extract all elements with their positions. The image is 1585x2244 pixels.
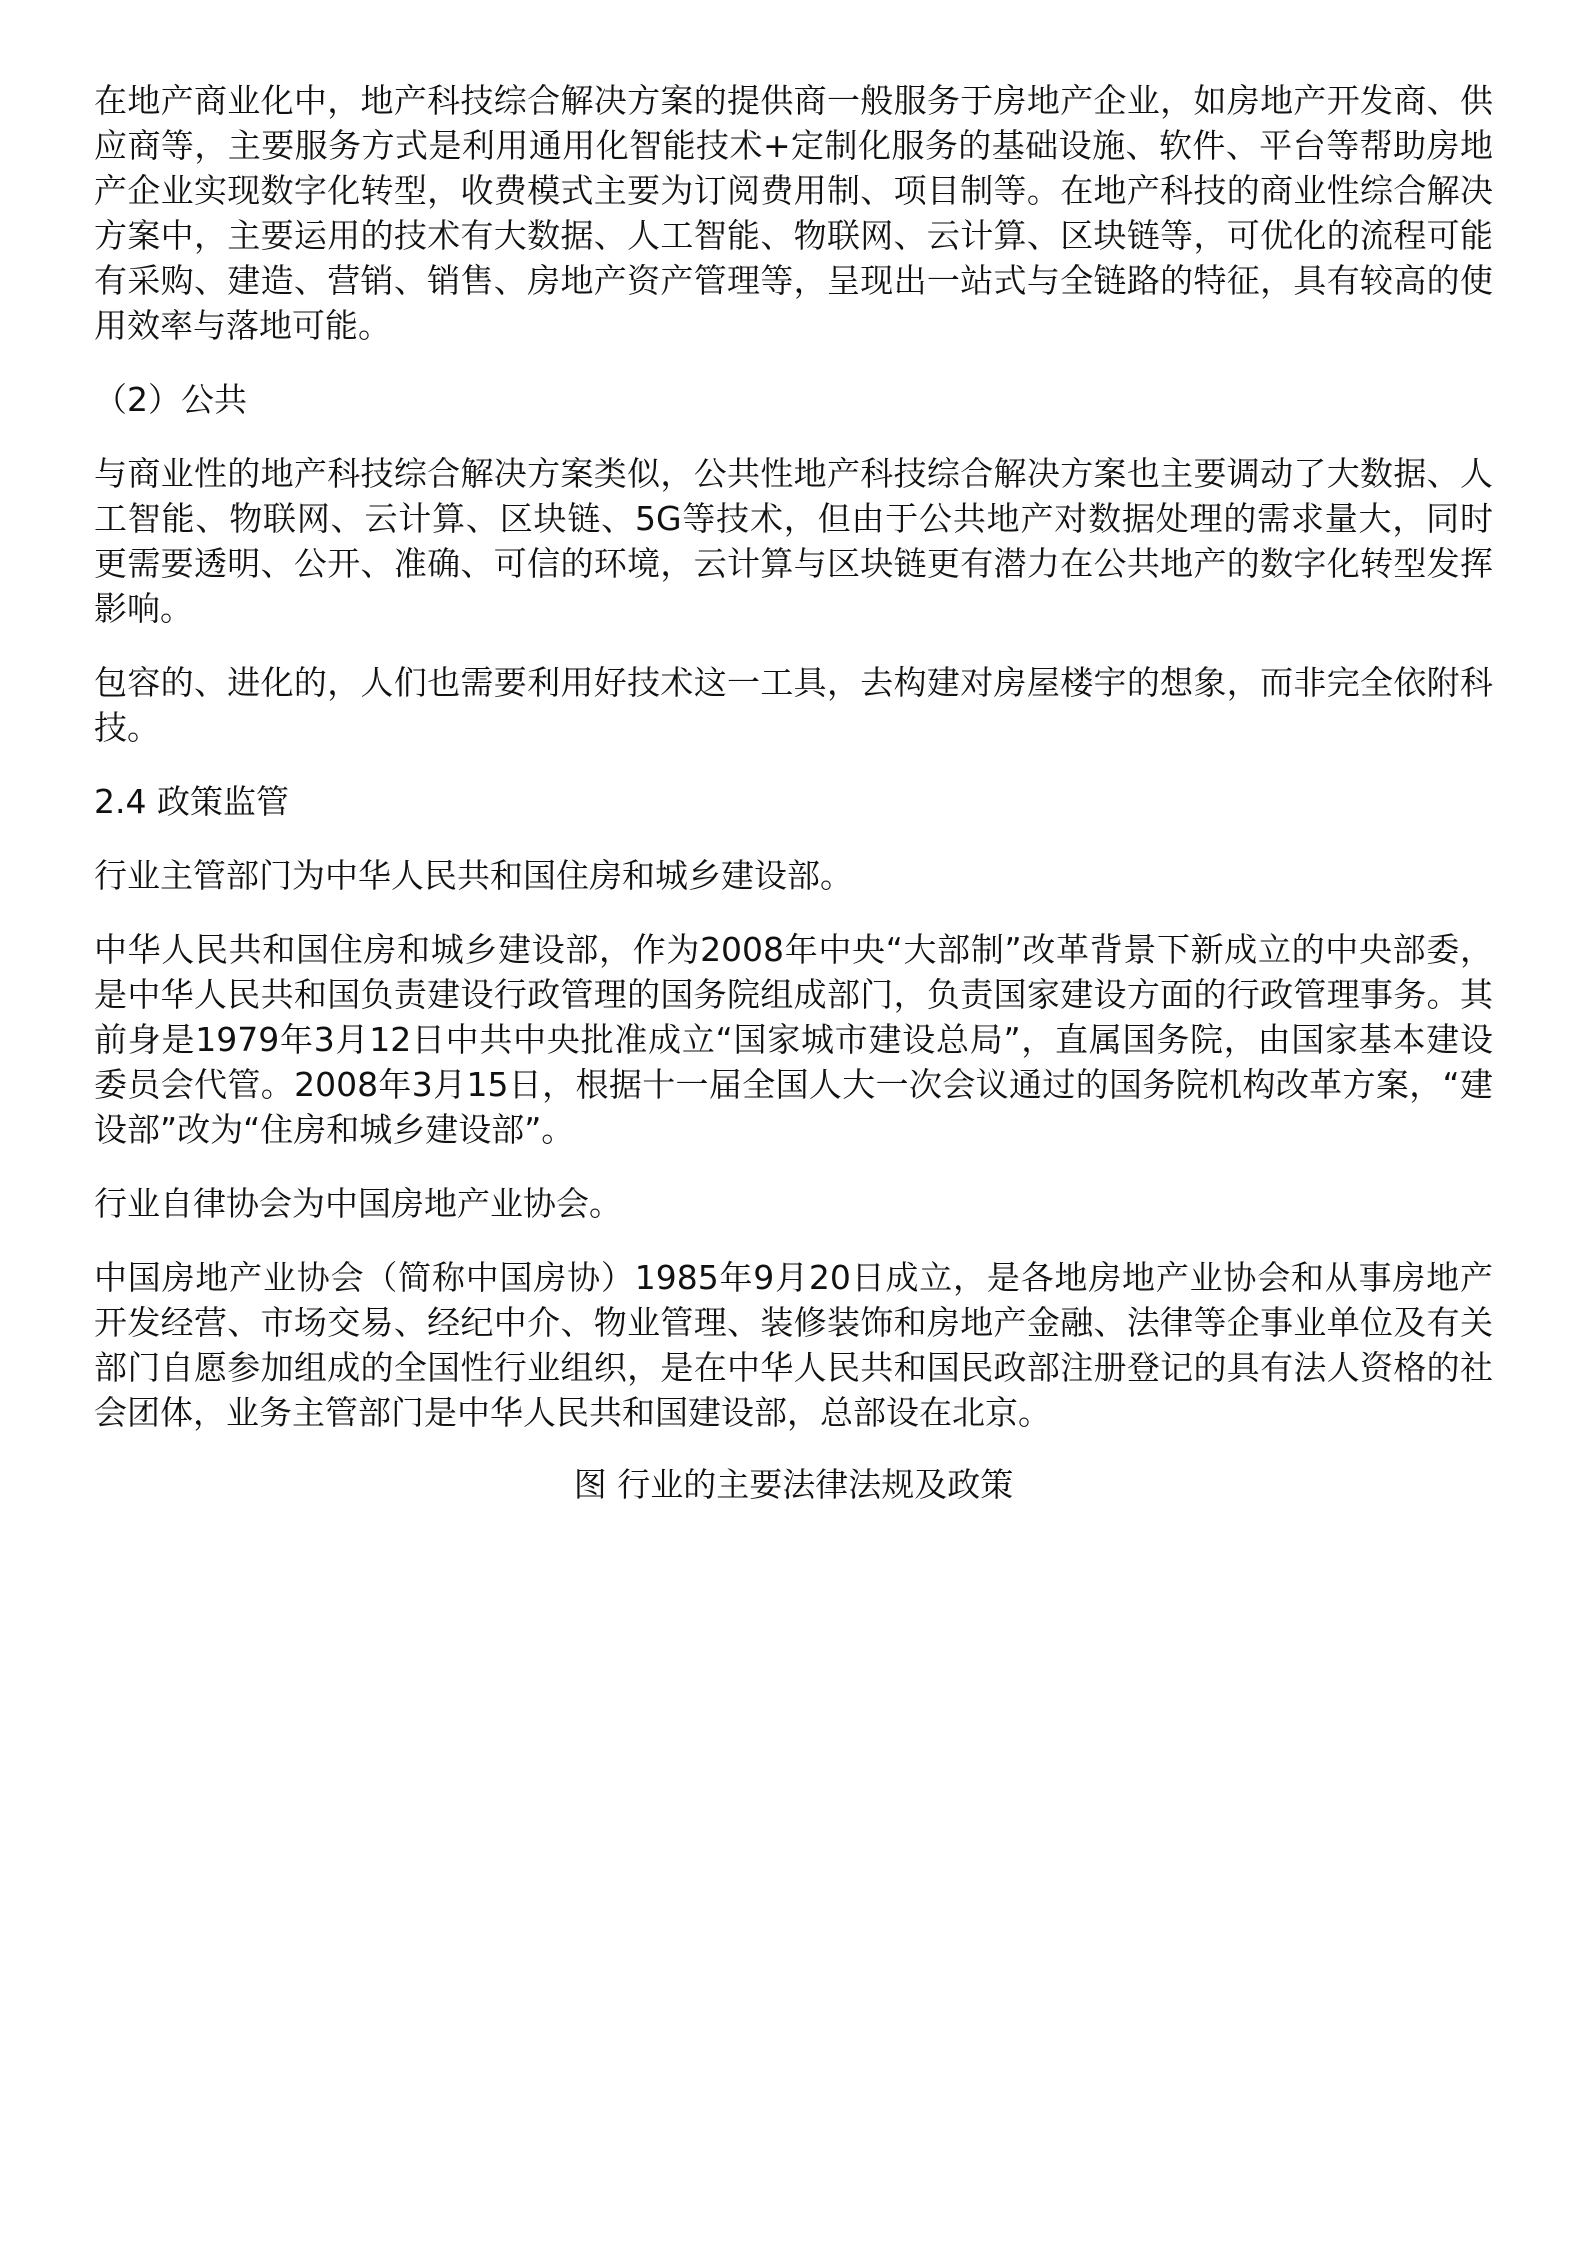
paragraph-commercial-solutions: 在地产商业化中，地产科技综合解决方案的提供商一般服务于房地产企业，如房地产开发商、供应商等，主要服务方式是利用通用化智能技术+定制化服务的基础设施、软件、平台等帮助房地产企业实现数字化转型，收费模式主要为订阅费用制、项目制等。在地产科技的商业性综合解决方案中，主要运用的技术有大数据、人工智能、物联网、云计算、区块链等，可优化的流程可能有采购、建造、营销、销售、房地产资产管理等，呈现出一站式与全链路的特征，具有较高的使用效率与落地可能。 [94, 81, 1493, 345]
section-heading-policy-regulation: 2.4 政策监管 [94, 782, 289, 821]
paragraph-regulatory-department: 行业主管部门为中华人民共和国住房和城乡建设部。 [94, 856, 853, 895]
figure-caption: 图 行业的主要法律法规及政策 [573, 1465, 1014, 1504]
paragraph-association-description: 中国房地产业协会（简称中国房协）1985年9月20日成立，是各地房地产业协会和从事房地产开发经营、市场交易、经纪中介、物业管理、装修装饰和房地产金融、法律等企事业单位及有关部门自愿参加组成的全国性行业组织，是在中华人民共和国民政部注册登记的具有法人资格的社会团体，业务主管部门是中华人民共和国建设部，总部设在北京。 [94, 1258, 1493, 1432]
paragraph-ministry-description: 中华人民共和国住房和城乡建设部，作为2008年中央“大部制”改革背景下新成立的中央部委，是中华人民共和国负责建设行政管理的国务院组成部门，负责国家建设方面的行政管理事务。其前身是1979年3月12日中共中央批准成立“国家城市建设总局”，直属国务院，由国家基本建设委员会代管。2008年3月15日，根据十一届全国人大一次会议通过的国务院机构改革方案，“建设部”改为“住房和城乡建设部”。 [94, 930, 1493, 1149]
paragraph-inclusive-evolution: 包容的、进化的，人们也需要利用好技术这一工具，去构建对房屋楼宇的想象，而非完全依附科技。 [94, 663, 1493, 747]
paragraph-self-regulatory-association: 行业自律协会为中国房地产业协会。 [94, 1184, 622, 1223]
paragraph-public-solutions: 与商业性的地产科技综合解决方案类似，公共性地产科技综合解决方案也主要调动了大数据、人工智能、物联网、云计算、区块链、5G等技术，但由于公共地产对数据处理的需求量大，同时更需要透明、公开、准确、可信的环境，云计算与区块链更有潜力在公共地产的数字化转型发挥影响。 [94, 454, 1493, 628]
subheading-public: （2）公共 [94, 380, 247, 419]
